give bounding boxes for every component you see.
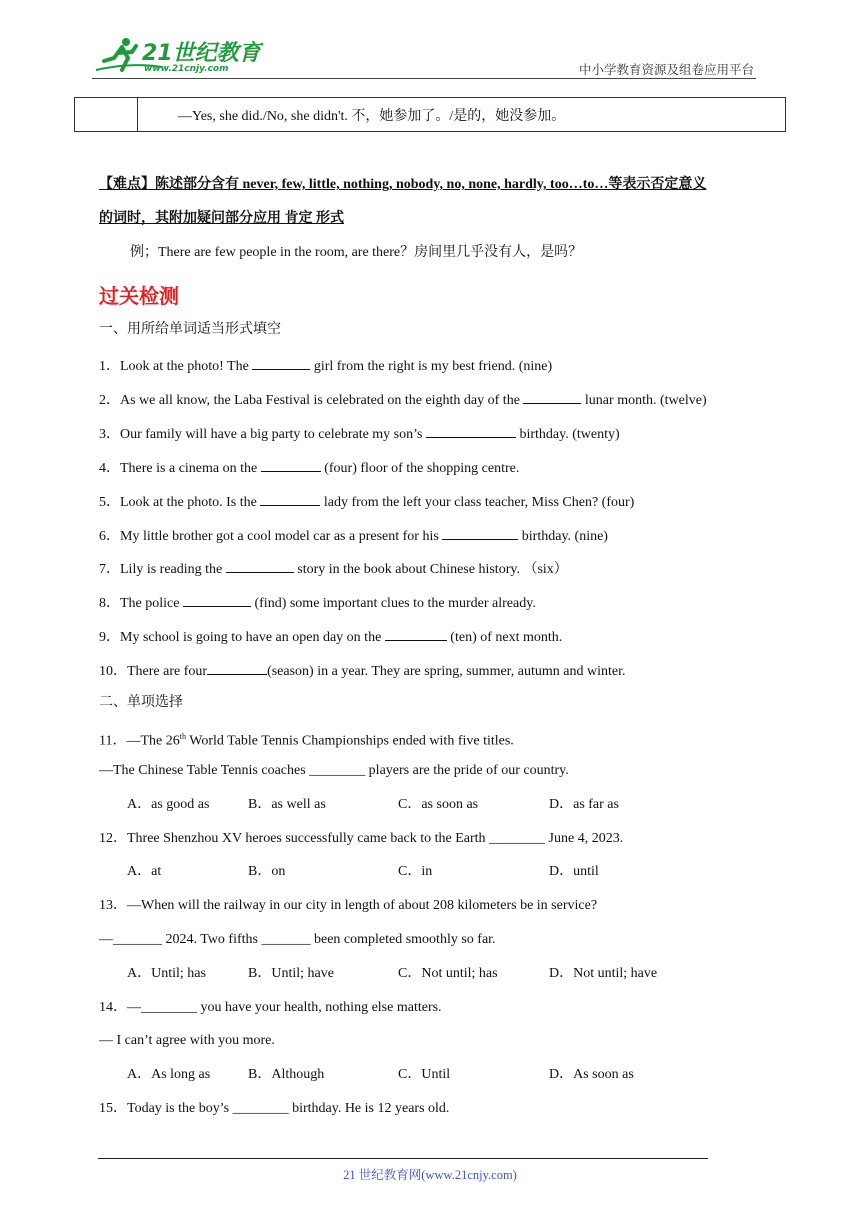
mc-question-11: 11．—The 26th World Table Tennis Championships ended with five titles. [99, 732, 514, 749]
fill-question-5: 5．Look at the photo. Is the lady from the left your class teacher, Miss Chen? (four) [99, 491, 634, 513]
fill-question-7: 7．Lily is reading the story in the book about Chinese history. （six） [99, 558, 568, 580]
fill-question-9: 9．My school is going to have an open day on the (ten) of next month. [99, 626, 562, 648]
fill-question-4: 4．There is a cinema on the (four) floor of the shopping centre. [99, 457, 519, 479]
option-b[interactable]: B．Until; have [248, 966, 334, 981]
fill-question-8: 8．The police (find) some important clues to the murder already. [99, 592, 536, 614]
option-a[interactable]: A．Until; has [127, 966, 206, 981]
option-a[interactable]: A．at [127, 864, 162, 879]
answer-blank[interactable] [261, 457, 321, 472]
answer-table [74, 97, 786, 132]
answer-blank[interactable] [426, 423, 516, 438]
difficulty-text-1: 陈述部分含有 never, few, little, nothing, nobody, no, none, hardly, too…to…等表示否定意义 [155, 177, 707, 192]
header-divider [92, 78, 756, 79]
option-a[interactable]: A．As long as [127, 1067, 211, 1082]
option-b[interactable]: B．on [248, 864, 286, 879]
difficulty-line-1 [99, 175, 706, 195]
logo-text: 21世纪教育 [142, 41, 261, 66]
header-platform-text: 中小学教育资源及组卷应用平台 [578, 63, 754, 77]
section-title: 过关检测 [99, 284, 179, 308]
answer-blank[interactable] [252, 355, 310, 370]
mc-question-11-line-2: —The Chinese Table Tennis coaches ________ players are the pride of our country. [99, 763, 569, 778]
answer-blank[interactable] [523, 389, 581, 404]
answer-blank[interactable] [226, 558, 294, 573]
option-c[interactable]: C．as soon as [398, 797, 479, 812]
mc-question-15: 15．Today is the boy’s ________ birthday. He is 12 years old. [99, 1101, 450, 1116]
option-c[interactable]: C．Not until; has [398, 966, 498, 981]
site-logo [92, 34, 262, 78]
mc-question-12: 12．Three Shenzhou XV heroes successfully came back to the Earth ________ June 4, 2023. [99, 831, 624, 846]
option-d[interactable]: D．until [549, 864, 599, 879]
answer-blank[interactable] [385, 626, 447, 641]
part2-title: 二、单项选择 [99, 695, 183, 710]
option-c[interactable]: C．Until [398, 1067, 451, 1082]
fill-question-3: 3．Our family will have a big party to celebrate my son’s birthday. (twenty) [99, 423, 620, 445]
mc-question-13-line-2: —_______ 2024. Two fifths _______ been completed smoothly so far. [99, 932, 496, 947]
table-cell-text: —Yes, she did./No, she didn't. 不，她参加了。/是的，她没参加。 [138, 98, 786, 132]
ordinal-sup: th [179, 732, 186, 741]
footer-divider [98, 1158, 708, 1159]
answer-blank[interactable] [442, 525, 518, 540]
option-b[interactable]: B．Although [248, 1067, 325, 1082]
option-a[interactable]: A．as good as [127, 797, 210, 812]
fill-question-2: 2．As we all know, the Laba Festival is celebrated on the eighth day of the lunar month. (twelve) [99, 389, 707, 411]
table-cell-empty [75, 98, 138, 132]
option-c[interactable]: C．in [398, 864, 433, 879]
fill-question-6: 6．My little brother got a cool model car as a present for his birthday. (nine) [99, 525, 608, 547]
mc-question-14: 14．—________ you have your health, nothing else matters. [99, 1000, 442, 1015]
option-d[interactable]: D．As soon as [549, 1067, 634, 1082]
logo-url: www.21cnjy.com [144, 64, 229, 74]
mc-question-14-line-2: — I can’t agree with you more. [99, 1033, 275, 1048]
difficulty-example: 例；There are few people in the room, are there？房间里几乎没有人，是吗？ [130, 245, 583, 260]
fill-question-10: 10．There are four (season) in a year. They are spring, summer, autumn and winter. [99, 660, 625, 682]
difficulty-line-2: 的词时，其附加疑问部分应用 肯定 形式 [99, 211, 344, 226]
part1-title: 一、用所给单词适当形式填空 [99, 322, 281, 337]
difficulty-label: 【难点】 [99, 177, 155, 192]
fill-question-1: 1．Look at the photo! The girl from the right is my best friend. (nine) [99, 355, 552, 377]
answer-blank[interactable] [260, 491, 320, 506]
footer-text[interactable]: 21 世纪教育网(www.21cnjy.com) [343, 1168, 517, 1182]
option-d[interactable]: D．Not until; have [549, 966, 658, 981]
option-d[interactable]: D．as far as [549, 797, 619, 812]
answer-blank[interactable] [207, 660, 267, 675]
option-b[interactable]: B．as well as [248, 797, 326, 812]
answer-blank[interactable] [183, 592, 251, 607]
mc-question-13: 13．—When will the railway in our city in length of about 208 kilometers be in service? [99, 898, 598, 913]
